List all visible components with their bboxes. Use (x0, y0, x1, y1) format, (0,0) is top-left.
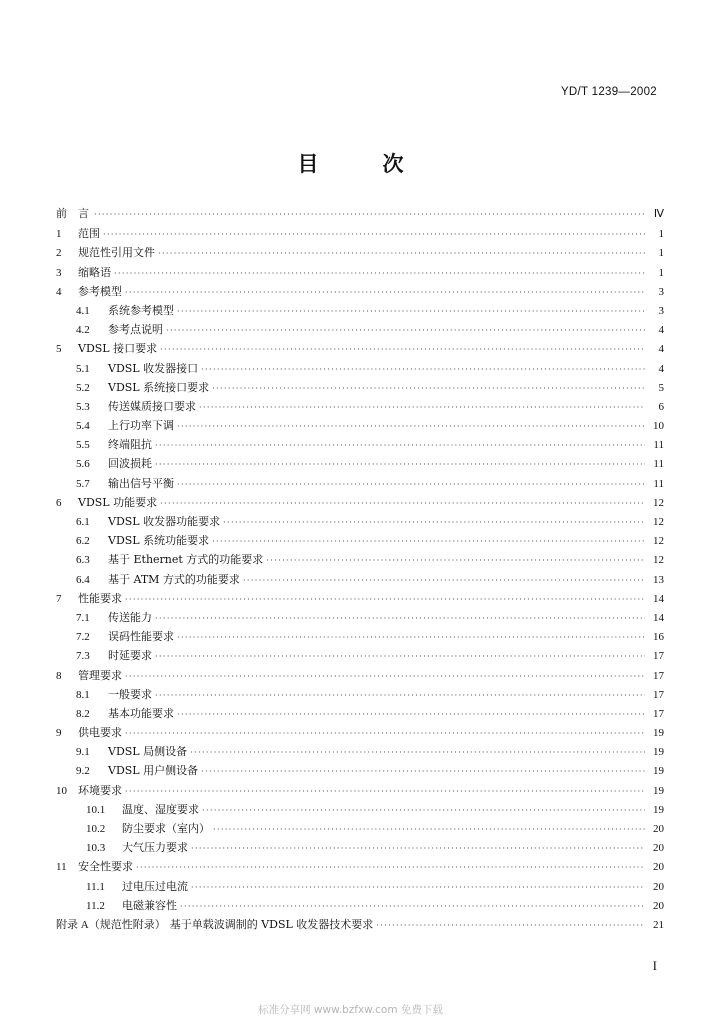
toc-entry[interactable] (56, 359, 664, 378)
toc-entry[interactable] (56, 282, 664, 301)
toc-entry[interactable] (56, 205, 664, 224)
toc-entry-number: 5.5 (76, 439, 90, 452)
toc-entry-page: 20 (653, 880, 664, 893)
toc-entry-number: 6.1 (76, 516, 90, 528)
toc-entry[interactable] (56, 570, 664, 589)
toc-entry-number: 5.2 (76, 381, 90, 394)
toc-leader-dots (158, 244, 645, 263)
toc-leader-dots (155, 686, 645, 705)
toc-entry-title: 电磁兼容性 (122, 898, 177, 912)
toc-entry[interactable] (56, 819, 664, 838)
toc-entry-number: 11 (56, 861, 67, 874)
toc-entry-page: 19 (653, 746, 664, 759)
toc-entry-page: 16 (653, 631, 664, 644)
table-of-contents (56, 205, 664, 934)
toc-entry-title: VDSL 系统功能要求 (108, 534, 210, 548)
toc-entry[interactable] (56, 857, 664, 876)
toc-entry[interactable] (56, 666, 664, 685)
toc-entry-title: 输出信号平衡 (108, 476, 174, 490)
toc-entry[interactable] (56, 589, 664, 608)
toc-leader-dots (155, 455, 645, 474)
toc-entry[interactable] (56, 915, 664, 934)
toc-entry[interactable] (56, 704, 664, 723)
toc-leader-dots (125, 283, 645, 302)
toc-entry-number: 5.6 (76, 458, 90, 471)
toc-entry-page: 12 (653, 496, 664, 509)
page-number: I (652, 958, 657, 973)
toc-entry-number: 8.1 (76, 688, 90, 701)
toc-leader-dots (180, 897, 645, 916)
toc-entry[interactable] (56, 339, 664, 358)
toc-entry-page: 20 (653, 823, 664, 835)
toc-entry-number: 3 (56, 266, 62, 279)
toc-entry-number: 5.7 (76, 477, 90, 490)
toc-entry[interactable] (56, 896, 664, 915)
toc-entry-page: 3 (658, 285, 664, 298)
toc-entry-title: 范围 (78, 227, 100, 241)
toc-entry-number: 9 (56, 727, 62, 740)
toc-leader-dots (223, 513, 645, 532)
toc-entry-number: 7.3 (76, 650, 90, 663)
toc-leader-dots (155, 647, 645, 666)
toc-entry-title: 基本功能要求 (108, 706, 174, 720)
toc-entry[interactable] (56, 378, 664, 397)
toc-leader-dots (266, 551, 645, 570)
toc-entry-number: 10 (56, 784, 67, 797)
toc-entry-title: 缩略语 (78, 265, 111, 279)
toc-entry-page: 19 (653, 784, 664, 797)
toc-entry-number: 4 (56, 285, 62, 298)
toc-entry[interactable] (56, 263, 664, 282)
toc-leader-dots (155, 609, 645, 628)
toc-entry-title: VDSL 功能要求 (78, 495, 158, 509)
toc-leader-dots (177, 475, 645, 494)
page-title (0, 148, 701, 178)
toc-entry-page: 4 (658, 362, 664, 375)
toc-entry-title: 防尘要求（室内） (122, 822, 210, 835)
toc-entry-title: 基于 Ethernet 方式的功能要求 (108, 553, 264, 567)
toc-leader-dots (125, 724, 645, 743)
toc-leader-dots (94, 205, 645, 224)
toc-leader-dots (212, 379, 645, 398)
toc-entry-number: 8 (56, 669, 62, 682)
toc-entry-number: 11.2 (86, 899, 105, 912)
toc-entry-title: VDSL 局侧设备 (108, 745, 188, 759)
toc-entry-title: 大气压力要求 (122, 841, 188, 855)
toc-leader-dots (199, 398, 645, 417)
toc-entry-title: 系统参考模型 (108, 303, 174, 317)
standard-code: YD/T 1239—2002 (560, 86, 657, 98)
toc-leader-dots (136, 858, 645, 877)
toc-entry-title: 基于 ATM 方式的功能要求 (108, 572, 240, 586)
toc-entry-number: 6.4 (76, 573, 90, 586)
toc-leader-dots (376, 916, 645, 935)
toc-entry-title: VDSL 接口要求 (78, 342, 158, 356)
title-char-2: 次 (382, 152, 404, 176)
toc-entry-title: VDSL 收发器接口 (108, 361, 199, 375)
toc-entry[interactable] (56, 550, 664, 569)
toc-entry-title: 性能要求 (78, 591, 122, 605)
toc-entry[interactable] (56, 742, 664, 761)
toc-entry-page: 5 (658, 381, 664, 394)
toc-leader-dots (177, 705, 645, 724)
toc-entry-title: 安全性要求 (78, 860, 133, 874)
toc-entry[interactable] (56, 493, 664, 512)
toc-entry[interactable] (56, 781, 664, 800)
toc-entry-number: 5.4 (76, 420, 90, 433)
toc-entry-number: 5 (56, 343, 62, 356)
toc-entry[interactable] (56, 646, 664, 665)
toc-entry[interactable] (56, 531, 664, 550)
toc-entry-page: 19 (653, 803, 664, 816)
toc-entry-title: 终端阻抗 (108, 438, 152, 452)
toc-entry-number: 5.3 (76, 400, 90, 413)
toc-entry-number: 1 (56, 228, 62, 241)
toc-entry-number: 9.1 (76, 746, 90, 759)
toc-entry-title: 时延要求 (108, 649, 152, 663)
toc-leader-dots (103, 225, 645, 244)
title-char-1: 目 (297, 152, 319, 176)
toc-entry[interactable] (56, 435, 664, 454)
toc-entry-number: 11.1 (86, 880, 105, 893)
toc-entry-title: 供电要求 (78, 726, 122, 740)
toc-leader-dots (191, 878, 645, 897)
toc-entry-number: 7.1 (76, 611, 90, 624)
toc-entry[interactable] (56, 416, 664, 435)
toc-entry[interactable] (56, 608, 664, 627)
toc-entry[interactable] (56, 301, 664, 320)
toc-entry-title: 过电压过电流 (122, 879, 188, 893)
toc-entry-page: 17 (653, 650, 664, 663)
toc-entry[interactable] (56, 397, 664, 416)
toc-entry-title: 上行功率下调 (108, 419, 174, 433)
toc-leader-dots (213, 820, 645, 839)
toc-entry-page: 13 (653, 573, 664, 586)
toc-entry-page: 20 (653, 842, 664, 855)
toc-entry-title: 规范性引用文件 (78, 246, 155, 260)
toc-entry-page: 1 (658, 228, 664, 241)
toc-entry-number: 6 (56, 496, 62, 509)
toc-entry[interactable] (56, 685, 664, 704)
toc-entry-number: 10.2 (86, 823, 106, 835)
toc-entry[interactable] (56, 474, 664, 493)
toc-leader-dots (201, 762, 645, 781)
toc-entry-number: 8.2 (76, 707, 90, 720)
toc-entry-title: VDSL 系统接口要求 (108, 380, 210, 394)
toc-leader-dots (212, 532, 645, 551)
toc-entry-number: 2 (56, 247, 62, 260)
toc-entry[interactable] (56, 243, 664, 262)
toc-entry-number: 6.2 (76, 535, 90, 548)
toc-entry-title: 基于单载波调制的 VDSL 收发器技术要求 (169, 917, 374, 931)
toc-entry-number: 前 言 (56, 208, 89, 220)
toc-entry[interactable] (56, 761, 664, 780)
toc-entry-page: 12 (653, 554, 664, 567)
toc-entry-page: 11 (653, 458, 664, 471)
toc-entry-title: VDSL 收发器功能要求 (108, 515, 221, 528)
toc-leader-dots (243, 571, 645, 590)
watermark: 标准分享网 www.bzfxw.com 免费下载 (258, 1004, 443, 1016)
toc-entry-page: 11 (653, 439, 664, 452)
toc-entry-title: VDSL 用户侧设备 (108, 764, 199, 778)
toc-leader-dots (190, 743, 645, 762)
toc-entry[interactable] (56, 838, 664, 857)
toc-entry[interactable] (56, 512, 664, 531)
toc-entry-number: 10.1 (86, 803, 106, 816)
toc-leader-dots (177, 417, 645, 436)
toc-entry-page: 17 (653, 707, 664, 720)
toc-entry[interactable] (56, 627, 664, 646)
toc-leader-dots (125, 667, 645, 686)
toc-entry[interactable] (56, 723, 664, 742)
toc-entry-page: 14 (653, 611, 664, 624)
toc-leader-dots (166, 321, 645, 340)
toc-entry-number: 7 (56, 592, 62, 605)
toc-entry-number: 4.2 (76, 324, 90, 337)
toc-leader-dots (125, 590, 645, 609)
toc-entry[interactable] (56, 877, 664, 896)
toc-leader-dots (160, 494, 645, 513)
toc-entry-page: 1 (658, 266, 664, 279)
toc-entry-title: 一般要求 (108, 687, 152, 701)
toc-entry-title: 传送能力 (108, 610, 152, 624)
toc-entry-title: 参考模型 (78, 284, 122, 298)
toc-entry-number: 附录 A（规范性附录） (56, 918, 166, 931)
toc-entry-title: 参考点说明 (108, 323, 163, 337)
toc-entry-page: 14 (653, 592, 664, 605)
toc-entry-number: 6.3 (76, 554, 90, 567)
toc-entry-number: 9.2 (76, 765, 90, 778)
toc-leader-dots (125, 782, 645, 801)
toc-leader-dots (160, 340, 645, 359)
toc-entry-title: 传送媒质接口要求 (108, 399, 196, 413)
toc-entry-page: 4 (658, 343, 664, 356)
toc-entry-title: 温度、湿度要求 (122, 802, 199, 816)
toc-entry[interactable] (56, 320, 664, 339)
toc-entry-page: 12 (653, 535, 664, 548)
toc-leader-dots (191, 839, 645, 858)
toc-entry-page: 21 (653, 918, 664, 931)
toc-leader-dots (177, 302, 645, 321)
toc-entry-page: 4 (658, 324, 664, 337)
toc-leader-dots (201, 360, 645, 379)
toc-entry-page: 10 (653, 420, 664, 433)
toc-leader-dots (177, 628, 645, 647)
toc-leader-dots (114, 264, 645, 283)
toc-entry-page: 19 (653, 765, 664, 778)
toc-entry-title: 管理要求 (78, 668, 122, 682)
toc-entry-page: 20 (653, 861, 664, 874)
toc-entry-page: 17 (653, 688, 664, 701)
toc-entry-page: 3 (658, 304, 664, 317)
toc-entry-title: 环境要求 (78, 783, 122, 797)
toc-entry-page: 1 (658, 247, 664, 260)
toc-entry-title: 误码性能要求 (108, 630, 174, 644)
toc-leader-dots (155, 436, 645, 455)
toc-entry[interactable] (56, 454, 664, 473)
toc-leader-dots (202, 801, 645, 820)
toc-entry-page: 12 (653, 516, 664, 528)
toc-entry[interactable] (56, 800, 664, 819)
toc-entry-page: 19 (653, 727, 664, 740)
toc-entry-page: 11 (653, 477, 664, 490)
toc-entry-page: Ⅳ (653, 208, 664, 220)
toc-entry-page: 20 (653, 899, 664, 912)
toc-entry-page: 17 (653, 669, 664, 682)
toc-entry-number: 10.3 (86, 842, 106, 855)
toc-entry-page: 6 (658, 400, 664, 413)
toc-entry[interactable] (56, 224, 664, 243)
toc-entry-number: 5.1 (76, 362, 90, 375)
toc-entry-number: 7.2 (76, 631, 90, 644)
toc-entry-title: 回波损耗 (108, 457, 152, 471)
toc-entry-number: 4.1 (76, 304, 90, 317)
